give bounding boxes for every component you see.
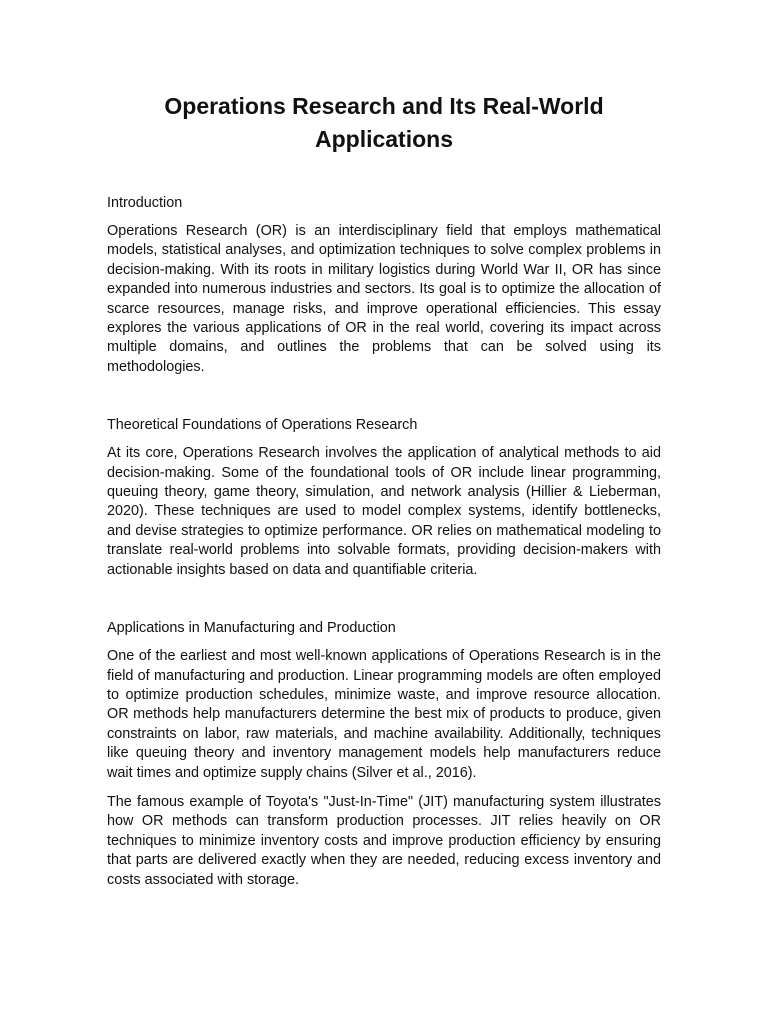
paragraph: At its core, Operations Research involves the application of analytical methods to aid decision-making. Some of the foundational tools of OR include linear programming, queuing theory, game theory, simulation, and network analysis (Hillier & Lieberman, 2020). These techniques are used to model complex systems, identify bottlenecks, and devise strategies to optimize performance. OR relies on mathematical modeling to translate real-world problems into solvable formats, providing decision-makers with actionable insights based on data and quantifiable criteria. bbox=[107, 445, 661, 578]
paragraph: The famous example of Toyota's "Just-In-Time" (JIT) manufacturing system illustrates how OR methods can transform production processes. JIT relies heavily on OR techniques to minimize inventory costs and improve production efficiency by ensuring that parts are delivered exactly when they are needed, reducing excess inventory and costs associated with storage. bbox=[107, 793, 661, 888]
section-manufacturing-production bbox=[107, 618, 661, 890]
section-theoretical-foundations bbox=[107, 415, 661, 580]
paragraph: One of the earliest and most well-known applications of Operations Research is in the field of manufacturing and production. Linear programming models are often employed to optimize production schedules, minimize waste, and improve resource allocation. OR methods help manufacturers determine the best mix of products to produce, given constraints on labor, raw materials, and machine availability. Additionally, techniques like queuing theory and inventory management models help manufacturers reduce wait times and optimize supply chains (Silver et al., 2016). bbox=[107, 648, 661, 781]
document-title: Operations Research and Its Real-World Applications bbox=[164, 93, 604, 152]
document-page bbox=[107, 90, 661, 900]
section-heading: Applications in Manufacturing and Production bbox=[107, 620, 396, 637]
section-introduction bbox=[107, 193, 661, 377]
paragraph: Operations Research (OR) is an interdisciplinary field that employs mathematical models, statistical analyses, and optimization techniques to solve complex problems in decision-making. With its roots in military logistics during World War II, OR has since expanded into numerous industries and sectors. Its goal is to optimize the allocation of scarce resources, manage risks, and improve operational efficiencies. This essay explores the various applications of OR in the real world, covering its impact across multiple domains, and outlines the problems that can be solved using its methodologies. bbox=[107, 223, 661, 375]
section-heading: Theoretical Foundations of Operations Research bbox=[107, 417, 418, 434]
section-heading: Introduction bbox=[107, 195, 183, 211]
